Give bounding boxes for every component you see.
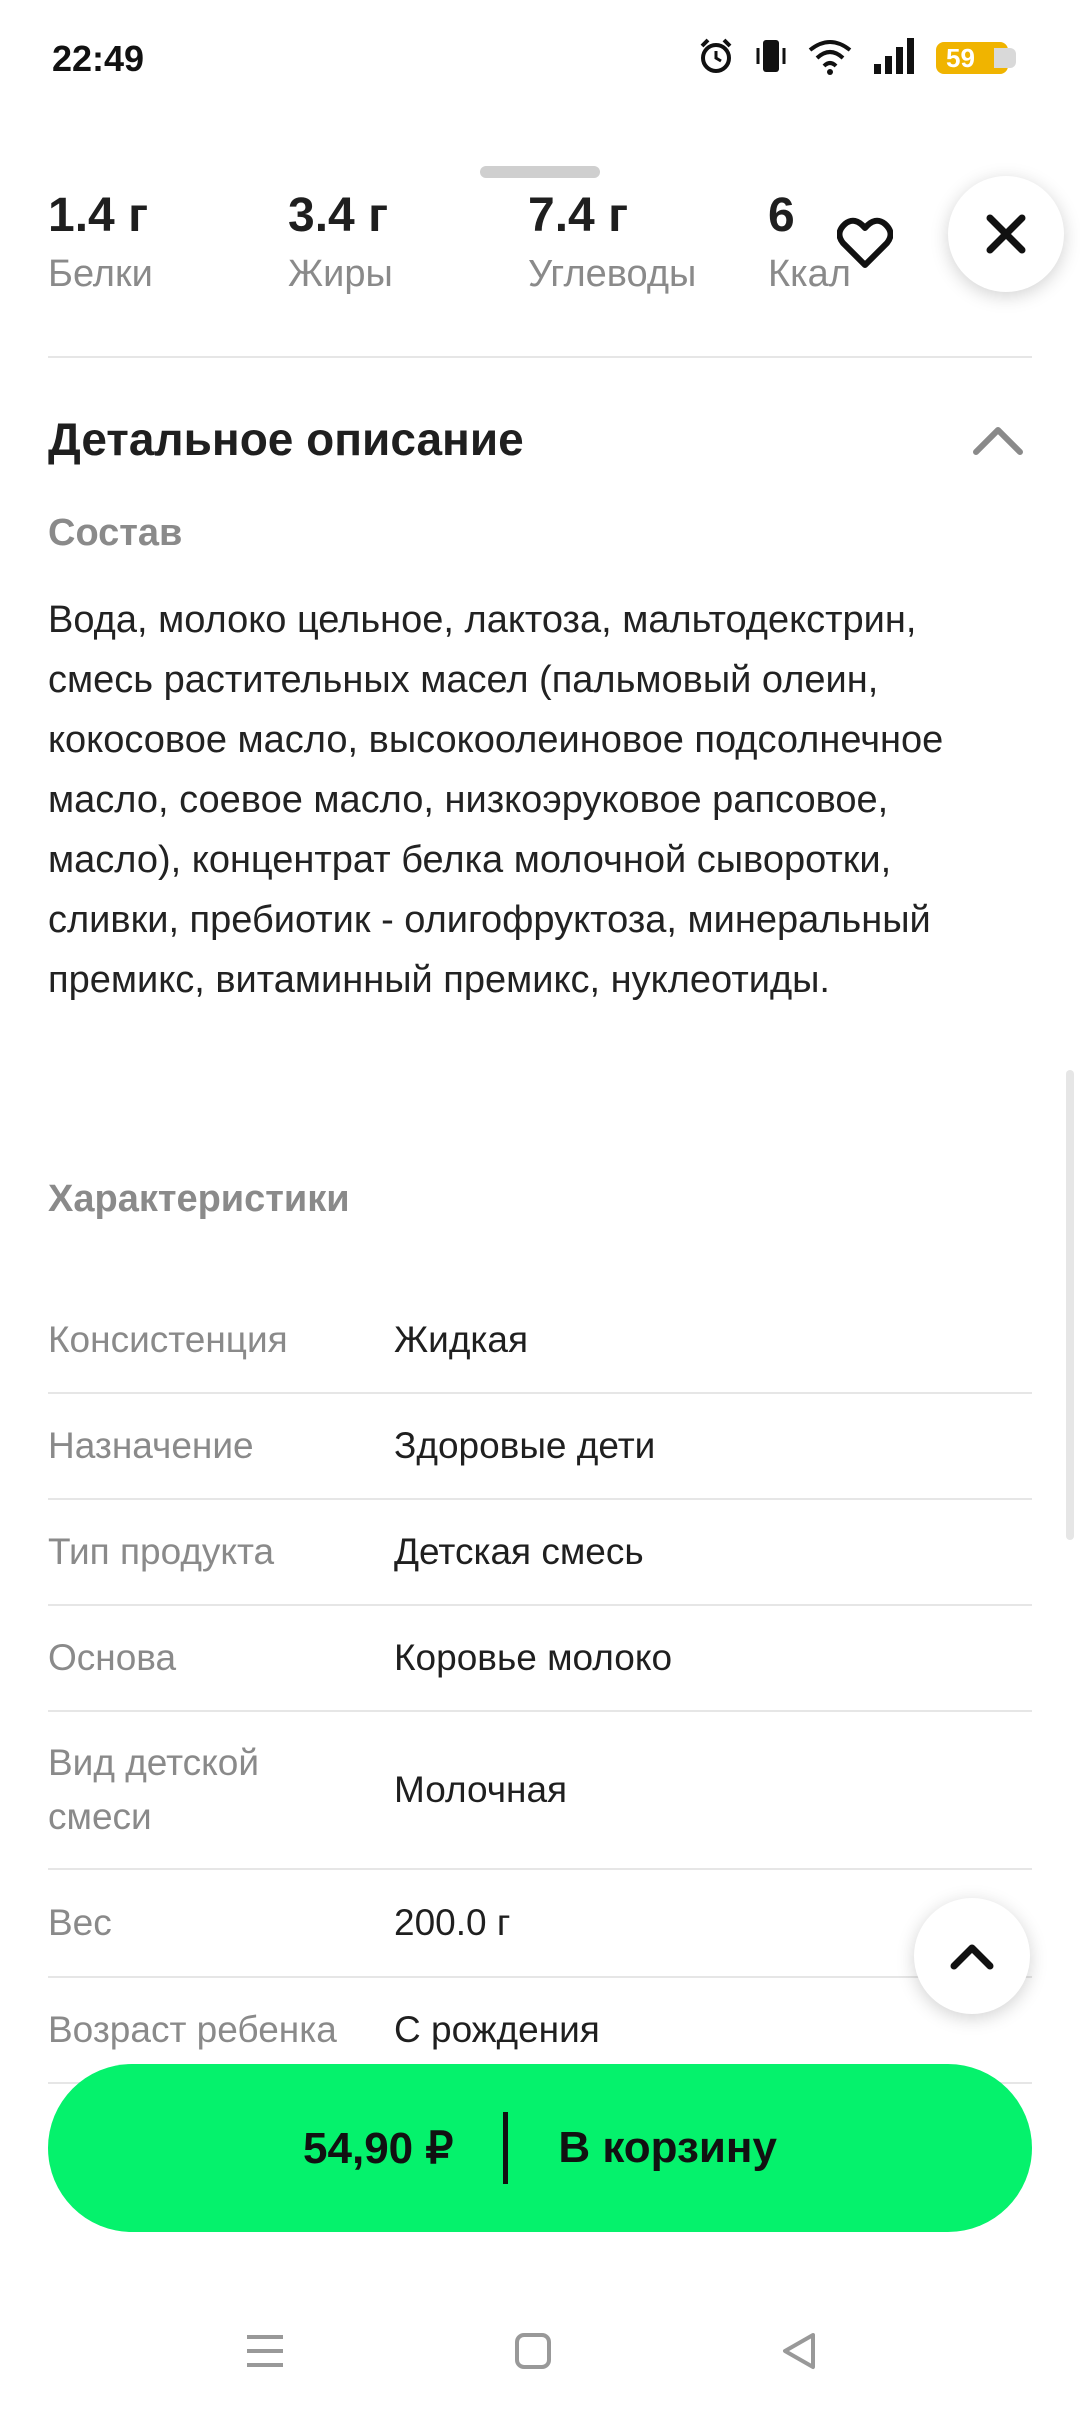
cart-separator [503,2112,508,2184]
char-value: Жидкая [394,1319,529,1360]
char-value: С рождения [394,2009,600,2050]
char-key: Тип продукта [48,1531,275,1572]
cart-label: В корзину [558,2123,777,2172]
nutrition-label: Белки [48,253,153,295]
table-row [48,1500,1032,1606]
add-to-cart-button[interactable] [48,2064,1032,2232]
bottom-fade [0,2236,1080,2286]
signal-icon [872,36,918,80]
back-triangle-icon [779,2331,819,2371]
nutrition-value: 7.4 г [528,189,629,242]
wifi-icon [806,36,854,80]
composition-text: Вода, молоко цельное, лактоза, мальтодекстрин, смесь растительных масел (пальмовый олеин, кокосовое масло, высокоолеиновое подсолнечное масло, соевое масло, низкоэруковое рапсовое, масло), концентрат белка молочной сыворотки, сливки, пребиотик - олигофруктоза, минеральный премикс, витаминный премикс, нуклеотиды. [48,599,944,1001]
table-row [48,1288,1032,1394]
chevron-up-icon [948,1940,996,1972]
chevron-up-icon[interactable] [970,420,1026,460]
char-key: Консистенция [48,1319,288,1360]
system-nav-bar [0,2286,1080,2412]
heart-icon [837,217,893,269]
battery-icon [936,42,1008,74]
menu-icon [243,2331,287,2371]
nutrition-label: Углеводы [528,253,697,295]
composition-heading: Состав [48,512,183,554]
scroll-to-top-button[interactable] [914,1898,1030,2014]
nutrition-item-carbs [528,188,696,296]
char-value: Коровье молоко [394,1637,673,1678]
nutrition-item-fat [288,188,393,296]
table-row [48,1712,1032,1870]
vibrate-icon [754,36,788,80]
char-value: Здоровые дети [394,1425,656,1466]
nutrition-value: 3.4 г [288,189,389,242]
cart-price: 54,90 ₽ [303,2123,454,2173]
close-button[interactable] [948,176,1064,292]
char-value: Молочная [394,1769,568,1810]
nutrition-label: Ккал [768,253,851,295]
characteristics-table [48,1288,1032,2084]
char-key: Основа [48,1637,177,1678]
char-key: Вид детской смеси [48,1742,260,1837]
nutrition-facts [48,188,948,328]
sheet-drag-handle[interactable] [480,166,600,178]
table-row [48,1394,1032,1500]
close-icon [984,212,1028,256]
char-key: Вес [48,1902,112,1943]
favorite-button[interactable] [820,198,910,288]
char-value: 200.0 г [394,1902,511,1943]
status-time: 22:49 [52,38,145,79]
detail-section-title: Детальное описание [48,413,524,465]
char-key: Назначение [48,1425,254,1466]
scrollbar[interactable] [1066,1070,1074,1540]
battery-level: 59 [946,42,975,73]
table-row [48,1870,1032,1978]
home-square-icon [513,2331,553,2371]
alarm-icon [696,36,736,80]
char-value: Детская смесь [394,1531,644,1572]
characteristics-heading: Характеристики [48,1178,350,1220]
nutrition-label: Жиры [288,253,393,295]
nutrition-item-protein [48,188,153,296]
nav-back-button[interactable] [764,2316,834,2386]
table-row [48,1606,1032,1712]
status-icons [696,36,1008,80]
char-key: Возраст ребенка [48,2009,337,2050]
nutrition-value: 1.4 г [48,189,149,242]
status-bar [0,0,1080,120]
nav-menu-button[interactable] [230,2316,300,2386]
nutrition-value: 6 [768,189,795,242]
divider [48,356,1032,358]
nav-home-button[interactable] [498,2316,568,2386]
